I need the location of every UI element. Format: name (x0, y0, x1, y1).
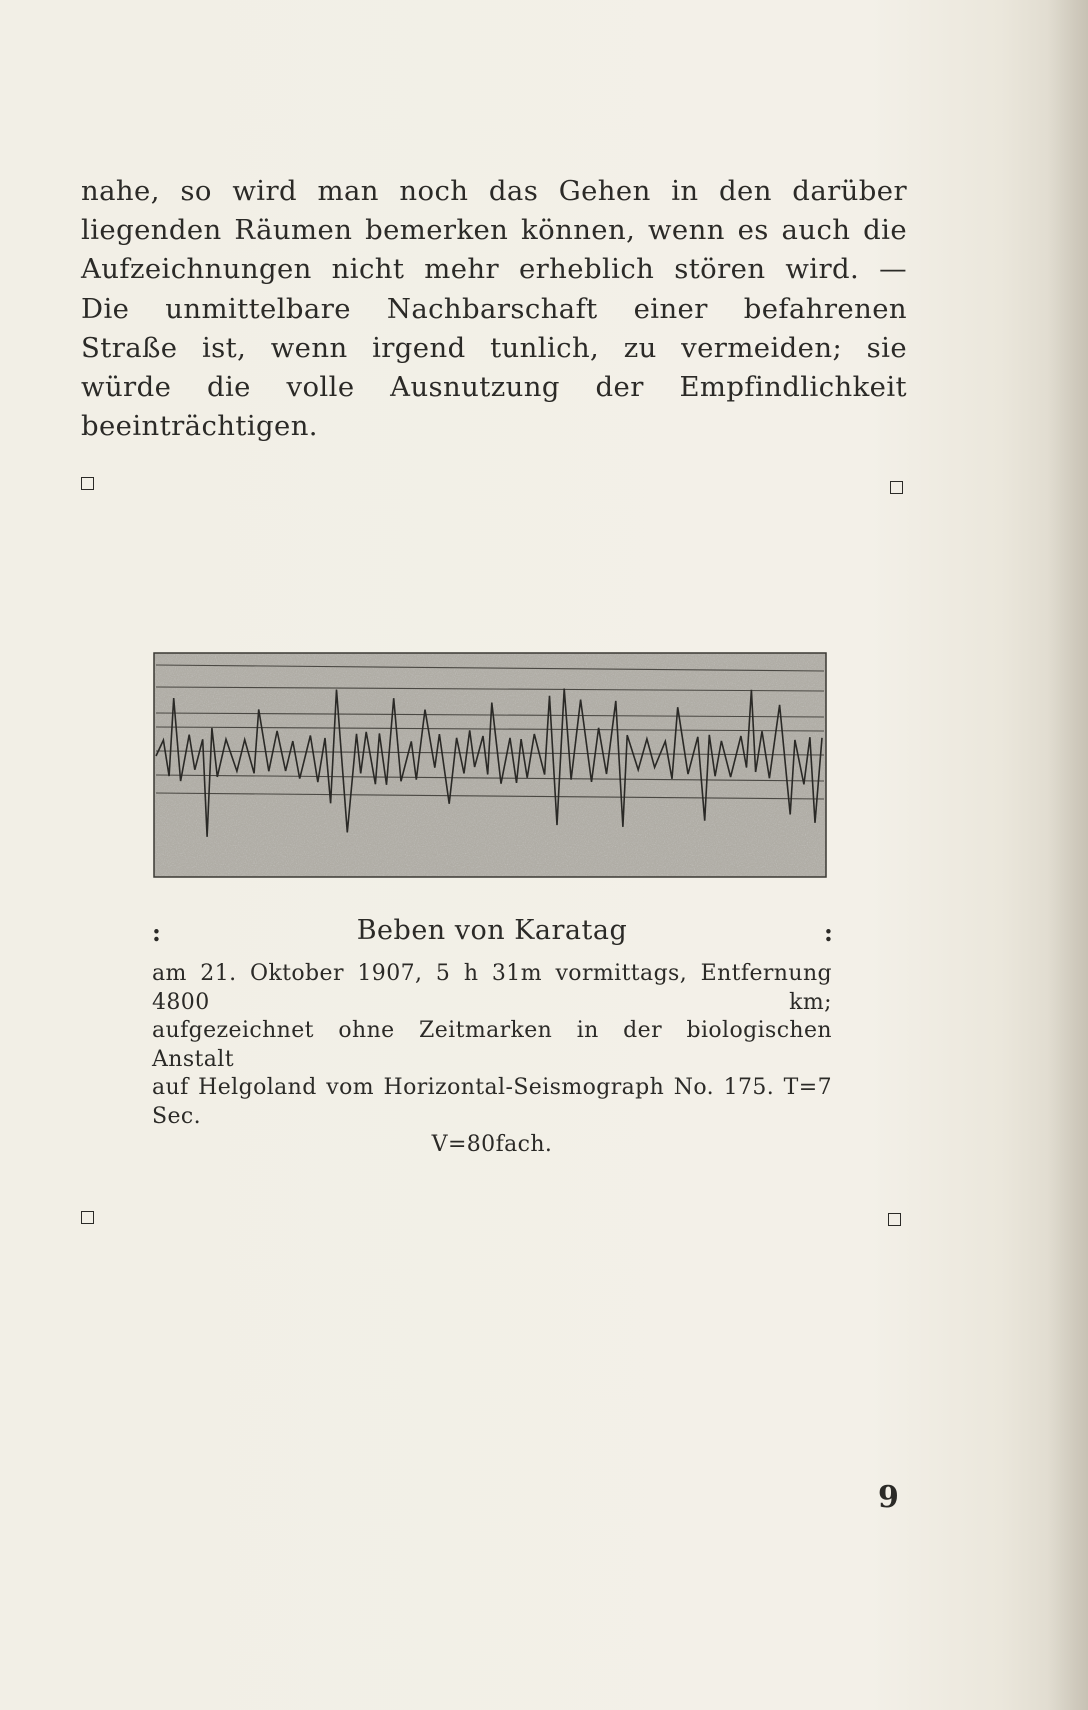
body-paragraph: nahe, so wird man noch das Gehen in den darüber liegenden Räumen bemerken können, wenn es auch die Aufzeichnungen nicht mehr erheblich stören wird. — Die unmittelbare Nachbarschaft einer befahrenen Straße ist, wenn irgend tunlich, zu vermeiden; sie würde die volle Ausnutzung der Empfindlichkeit beeinträchtigen. (81, 175, 907, 443)
caption-line: aufgezeichnet ohne Zeitmarken in der biologischen Anstalt (152, 1018, 832, 1072)
caption-line: V=80fach. (431, 1132, 553, 1157)
caption-colon-left: : (152, 918, 161, 947)
figure-caption-body (152, 960, 832, 1160)
caption-line: am 21. Oktober 1907, 5 h 31m vormittags, Entfernung 4800 km; (152, 961, 832, 1015)
page-number: 9 (878, 1480, 899, 1515)
caption-colon-right: : (824, 918, 833, 947)
corner-marker-top-left (81, 477, 94, 490)
figure-caption-title: Beben von Karatag (356, 915, 628, 946)
corner-marker-bottom-left (81, 1211, 94, 1224)
corner-marker-bottom-right (888, 1213, 901, 1226)
page-edge-shadow (1048, 0, 1088, 1710)
corner-marker-top-right (890, 481, 903, 494)
seismogram-figure (152, 651, 828, 883)
seismogram-image (152, 651, 828, 883)
caption-line: auf Helgoland vom Horizontal-Seismograph No. 175. T=7 Sec. (152, 1075, 832, 1129)
